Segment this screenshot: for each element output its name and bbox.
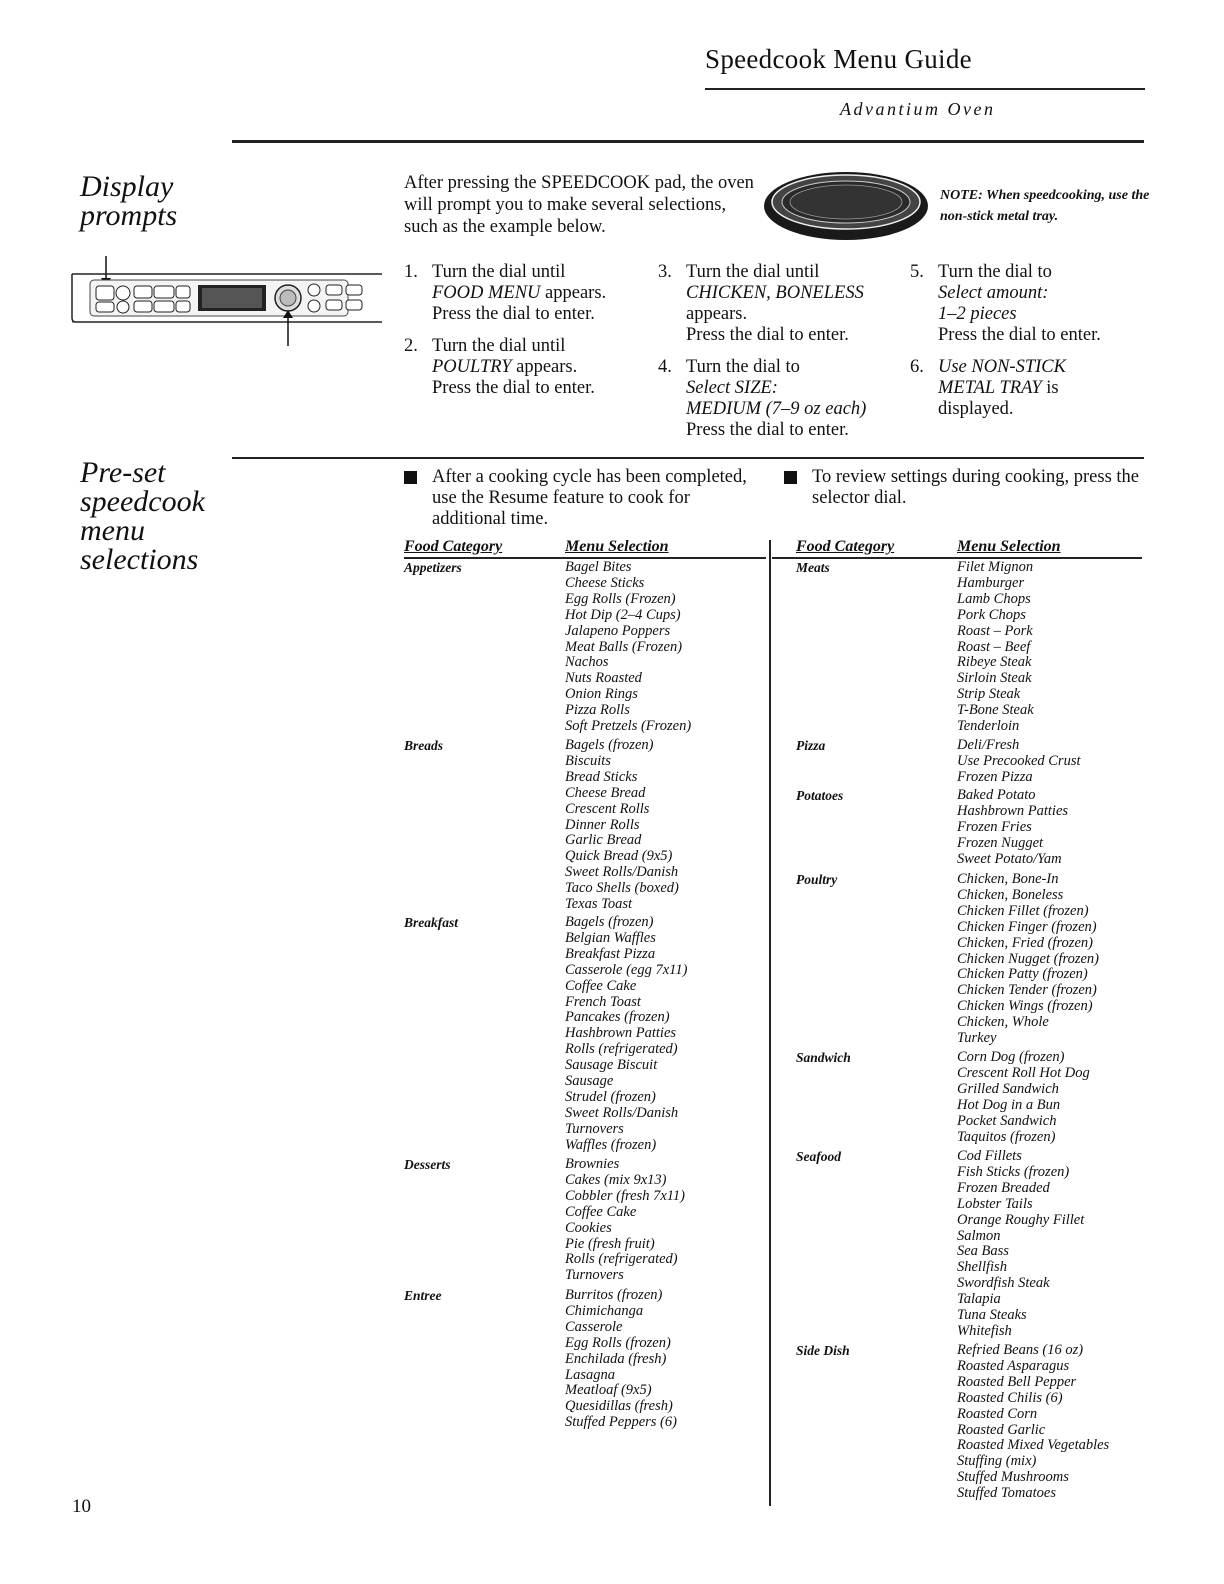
menu-item: Sweet Rolls/Danish bbox=[565, 1104, 679, 1121]
bullet-text: After a cooking cycle has been completed, use the Resume feature to cook for additional time. bbox=[432, 467, 747, 529]
step-emphasis: CHICKEN, BONELESS bbox=[686, 283, 864, 303]
menu-item: Deli/Fresh bbox=[957, 737, 1020, 753]
menu-item: Talapia bbox=[957, 1291, 1001, 1308]
menu-item: Hot Dog in a Bun bbox=[957, 1096, 1061, 1113]
category-appetizers: Appetizers bbox=[404, 560, 462, 575]
step-emphasis: METAL TRAY bbox=[938, 378, 1042, 398]
menu-item: Cheese Bread bbox=[565, 784, 646, 801]
menu-item: Bagels (frozen) bbox=[565, 737, 654, 753]
heading-line: selections bbox=[80, 543, 199, 576]
menu-item: Pork Chops bbox=[957, 606, 1026, 623]
title-rule bbox=[705, 88, 1145, 90]
step-emphasis: Select SIZE: bbox=[686, 378, 778, 398]
menu-item: Biscuits bbox=[565, 752, 611, 769]
menu-item: Pie (fresh fruit) bbox=[565, 1235, 655, 1252]
step-line: appears. bbox=[686, 304, 748, 324]
menu-item: Roasted Chilis (6) bbox=[957, 1389, 1063, 1406]
menu-item: Chicken Tender (frozen) bbox=[957, 982, 1097, 999]
items-seafood bbox=[957, 1149, 1084, 1340]
menu-item: Shellfish bbox=[957, 1259, 1007, 1276]
menu-item: Hashbrown Patties bbox=[957, 802, 1069, 819]
col-header-food-left: Food Category bbox=[404, 538, 503, 555]
menu-item: Chicken Nugget (frozen) bbox=[957, 950, 1100, 967]
step-number: 4. bbox=[658, 357, 672, 377]
page-title: Speedcook Menu Guide bbox=[705, 44, 972, 74]
menu-item: Ribeye Steak bbox=[957, 654, 1032, 671]
menu-item: Refried Beans (16 oz) bbox=[957, 1342, 1084, 1358]
step-6 bbox=[910, 357, 1160, 427]
menu-item: Strip Steak bbox=[957, 686, 1021, 703]
items-poultry bbox=[957, 872, 1099, 1047]
menu-item: Lobster Tails bbox=[957, 1195, 1033, 1212]
category-breads: Breads bbox=[404, 738, 444, 753]
step-3 bbox=[658, 262, 908, 352]
note-text: NOTE: When speedcooking, use the non-stick metal tray. bbox=[940, 188, 1150, 224]
category-poultry: Poultry bbox=[796, 872, 838, 887]
step-1 bbox=[404, 262, 654, 332]
category-meats: Meats bbox=[796, 560, 830, 575]
menu-item: Cookies bbox=[565, 1219, 612, 1236]
menu-item: Egg Rolls (Frozen) bbox=[565, 590, 676, 607]
menu-item: Lasagna bbox=[565, 1366, 615, 1383]
menu-item: Chicken, Whole bbox=[957, 1014, 1049, 1031]
category-pizza: Pizza bbox=[796, 738, 826, 753]
menu-item: Chimichanga bbox=[565, 1302, 644, 1319]
bullet-text: To review settings during cooking, press the selector dial. bbox=[812, 467, 1140, 508]
step-number: 1. bbox=[404, 262, 418, 282]
menu-item: Frozen Pizza bbox=[957, 768, 1033, 785]
step-emphasis: FOOD MENU bbox=[432, 283, 541, 303]
step-emphasis: 1–2 pieces bbox=[938, 304, 1017, 324]
review-bullet bbox=[784, 467, 1144, 511]
col-header-food-right: Food Category bbox=[796, 538, 895, 555]
menu-item: Hamburger bbox=[957, 574, 1025, 591]
step-number: 6. bbox=[910, 357, 924, 377]
menu-item: Bagels (frozen) bbox=[565, 914, 654, 930]
step-line: Press the dial to enter. bbox=[432, 304, 595, 324]
menu-item: Dinner Rolls bbox=[565, 816, 640, 833]
menu-item: Swordfish Steak bbox=[957, 1275, 1050, 1292]
items-side-dish bbox=[957, 1343, 1109, 1502]
menu-item: Pocket Sandwich bbox=[957, 1112, 1057, 1129]
menu-item: Coffee Cake bbox=[565, 1203, 637, 1220]
step-line: Turn the dial to bbox=[686, 357, 800, 377]
items-entree bbox=[565, 1288, 677, 1431]
category-seafood: Seafood bbox=[796, 1149, 841, 1164]
menu-item: Belgian Waffles bbox=[565, 929, 656, 946]
menu-item: Hot Dip (2–4 Cups) bbox=[565, 606, 681, 623]
menu-item: Chicken Wings (frozen) bbox=[957, 998, 1093, 1015]
control-panel-illustration bbox=[70, 252, 386, 348]
menu-item: Chicken Fillet (frozen) bbox=[957, 902, 1089, 919]
step-line: appears. bbox=[540, 283, 607, 303]
menu-item: Crescent Rolls bbox=[565, 800, 650, 817]
step-line: Turn the dial until bbox=[432, 336, 566, 356]
menu-item: Chicken Patty (frozen) bbox=[957, 966, 1088, 983]
menu-item: Stuffing (mix) bbox=[957, 1453, 1037, 1470]
category-desserts: Desserts bbox=[404, 1157, 451, 1172]
step-line: displayed. bbox=[938, 399, 1014, 419]
heading-line: speedcook bbox=[80, 485, 205, 518]
menu-item: Quick Bread (9x5) bbox=[565, 848, 673, 865]
step-emphasis: Select amount: bbox=[938, 283, 1049, 303]
category-side-dish: Side Dish bbox=[796, 1343, 850, 1358]
menu-item: Filet Mignon bbox=[957, 559, 1034, 575]
menu-item: Chicken, Boneless bbox=[957, 886, 1064, 903]
menu-item: Tenderloin bbox=[957, 718, 1020, 735]
step-2 bbox=[404, 336, 654, 406]
menu-item: Roasted Mixed Vegetables bbox=[957, 1437, 1110, 1454]
menu-item: Roasted Garlic bbox=[957, 1421, 1046, 1438]
menu-item: Lamb Chops bbox=[957, 590, 1031, 607]
menu-item: Turnovers bbox=[565, 1120, 624, 1137]
preset-heading bbox=[80, 458, 205, 574]
menu-item: Cheese Sticks bbox=[565, 574, 645, 591]
menu-item: Pancakes (frozen) bbox=[565, 1009, 670, 1026]
menu-item: Casserole bbox=[565, 1318, 623, 1335]
step-line: Turn the dial until bbox=[432, 262, 566, 282]
step-5 bbox=[910, 262, 1160, 352]
items-appetizers bbox=[565, 560, 691, 735]
menu-item: Soft Pretzels (Frozen) bbox=[565, 718, 692, 735]
menu-item: Pizza Rolls bbox=[565, 702, 630, 719]
menu-item: Burritos (frozen) bbox=[565, 1287, 663, 1303]
col-header-menu-left: Menu Selection bbox=[565, 538, 669, 555]
menu-item: Cobbler (fresh 7x11) bbox=[565, 1187, 686, 1204]
heading-line: Pre-set bbox=[80, 456, 166, 489]
menu-item: Sausage Biscuit bbox=[565, 1057, 658, 1074]
menu-item: Quesidillas (fresh) bbox=[565, 1398, 673, 1415]
menu-item: Onion Rings bbox=[565, 686, 638, 703]
step-line: Press the dial to enter. bbox=[686, 420, 849, 440]
menu-item: Waffles (frozen) bbox=[565, 1136, 657, 1153]
menu-item: Rolls (refrigerated) bbox=[565, 1041, 678, 1058]
menu-item: Roast – Pork bbox=[957, 622, 1033, 639]
intro-text: After pressing the SPEEDCOOK pad, the oven will prompt you to make several selections, such as the example below. bbox=[404, 173, 754, 237]
menu-item: Whitefish bbox=[957, 1322, 1012, 1339]
step-4 bbox=[658, 357, 908, 447]
menu-item: Sirloin Steak bbox=[957, 670, 1032, 687]
menu-item: Jalapeno Poppers bbox=[565, 622, 671, 639]
menu-item: Roast – Beef bbox=[957, 638, 1031, 655]
menu-item: Coffee Cake bbox=[565, 977, 637, 994]
menu-item: Cod Fillets bbox=[957, 1148, 1022, 1164]
menu-item: Frozen Nugget bbox=[957, 834, 1044, 851]
menu-item: Roasted Asparagus bbox=[957, 1357, 1070, 1374]
menu-item: Crescent Roll Hot Dog bbox=[957, 1064, 1090, 1081]
menu-item: Stuffed Peppers (6) bbox=[565, 1414, 677, 1431]
menu-item: Egg Rolls (frozen) bbox=[565, 1334, 671, 1351]
section-divider bbox=[232, 457, 1144, 459]
menu-item: T-Bone Steak bbox=[957, 702, 1034, 719]
menu-item: Bread Sticks bbox=[565, 768, 638, 785]
menu-item: Grilled Sandwich bbox=[957, 1080, 1059, 1097]
menu-item: Sweet Potato/Yam bbox=[957, 850, 1062, 867]
menu-item: Sausage bbox=[565, 1073, 614, 1090]
menu-item: Frozen Fries bbox=[957, 818, 1032, 835]
menu-item: Roasted Bell Pepper bbox=[957, 1373, 1077, 1390]
menu-item: Stuffed Tomatoes bbox=[957, 1485, 1056, 1502]
menu-item: Turnovers bbox=[565, 1267, 624, 1284]
items-breakfast bbox=[565, 915, 687, 1154]
menu-item: Tuna Steaks bbox=[957, 1307, 1027, 1324]
step-number: 5. bbox=[910, 262, 924, 282]
resume-bullet bbox=[404, 467, 764, 533]
menu-item: French Toast bbox=[565, 993, 641, 1010]
display-prompts-heading bbox=[80, 172, 177, 230]
step-line: Press the dial to enter. bbox=[938, 325, 1101, 345]
step-number: 3. bbox=[658, 262, 672, 282]
category-breakfast: Breakfast bbox=[404, 915, 458, 930]
menu-item: Sea Bass bbox=[957, 1243, 1009, 1260]
menu-item: Chicken, Fried (frozen) bbox=[957, 934, 1093, 951]
menu-item: Corn Dog (frozen) bbox=[957, 1049, 1065, 1065]
category-entree: Entree bbox=[404, 1288, 442, 1303]
step-emphasis: POULTRY bbox=[432, 357, 512, 377]
menu-item: Chicken Finger (frozen) bbox=[957, 918, 1097, 935]
page-number: 10 bbox=[72, 1496, 91, 1517]
menu-item: Hashbrown Patties bbox=[565, 1025, 677, 1042]
category-potatoes: Potatoes bbox=[796, 788, 844, 803]
menu-item: Bagel Bites bbox=[565, 559, 632, 575]
menu-item: Taquitos (frozen) bbox=[957, 1128, 1056, 1145]
step-emphasis: Use NON-STICK bbox=[938, 357, 1066, 377]
step-number: 2. bbox=[404, 336, 418, 356]
menu-item: Chicken, Bone-In bbox=[957, 871, 1059, 887]
menu-item: Strudel (frozen) bbox=[565, 1088, 656, 1105]
menu-item: Baked Potato bbox=[957, 787, 1036, 803]
step-line: Turn the dial until bbox=[686, 262, 820, 282]
page-subtitle: Advantium Oven bbox=[840, 99, 996, 119]
menu-item: Roasted Corn bbox=[957, 1405, 1038, 1422]
menu-item: Texas Toast bbox=[565, 896, 633, 913]
menu-item: Stuffed Mushrooms bbox=[957, 1469, 1069, 1486]
items-sandwich bbox=[957, 1050, 1090, 1145]
column-divider bbox=[769, 540, 771, 1506]
step-line: Press the dial to enter. bbox=[432, 378, 595, 398]
menu-item: Nachos bbox=[565, 654, 609, 671]
menu-item: Nuts Roasted bbox=[565, 670, 642, 687]
menu-item: Frozen Breaded bbox=[957, 1179, 1050, 1196]
items-breads bbox=[565, 738, 679, 913]
items-pizza bbox=[957, 738, 1081, 786]
step-line: Turn the dial to bbox=[938, 262, 1052, 282]
col-header-menu-right: Menu Selection bbox=[957, 538, 1061, 555]
menu-item: Garlic Bread bbox=[565, 832, 642, 849]
menu-item: Enchilada (fresh) bbox=[565, 1350, 667, 1367]
menu-item: Meat Balls (Frozen) bbox=[565, 638, 683, 655]
menu-item: Taco Shells (boxed) bbox=[565, 880, 679, 897]
heading-line: prompts bbox=[80, 199, 178, 232]
menu-item: Use Precooked Crust bbox=[957, 752, 1081, 769]
menu-item: Fish Sticks (frozen) bbox=[957, 1163, 1070, 1180]
menu-item: Brownies bbox=[565, 1156, 620, 1172]
bullet-square-icon bbox=[784, 471, 797, 484]
step-emphasis: MEDIUM (7–9 oz each) bbox=[686, 399, 867, 419]
heading-line: Display bbox=[80, 170, 174, 203]
items-potatoes bbox=[957, 788, 1068, 868]
menu-item: Cakes (mix 9x13) bbox=[565, 1171, 667, 1188]
step-line: Press the dial to enter. bbox=[686, 325, 849, 345]
menu-item: Salmon bbox=[957, 1227, 1001, 1244]
menu-item: Turkey bbox=[957, 1030, 997, 1047]
menu-item: Breakfast Pizza bbox=[565, 945, 656, 962]
items-meats bbox=[957, 560, 1034, 735]
menu-item: Casserole (egg 7x11) bbox=[565, 961, 688, 978]
menu-item: Sweet Rolls/Danish bbox=[565, 864, 679, 881]
menu-item: Meatloaf (9x5) bbox=[565, 1382, 652, 1399]
menu-item: Orange Roughy Fillet bbox=[957, 1211, 1085, 1228]
bullet-square-icon bbox=[404, 471, 417, 484]
heading-line: menu bbox=[80, 514, 145, 547]
category-sandwich: Sandwich bbox=[796, 1050, 851, 1065]
step-line: is bbox=[1041, 378, 1059, 398]
menu-item: Rolls (refrigerated) bbox=[565, 1251, 678, 1268]
section-divider bbox=[232, 140, 1144, 143]
items-desserts bbox=[565, 1157, 685, 1284]
step-line: appears. bbox=[511, 357, 578, 377]
metal-tray-illustration bbox=[760, 168, 932, 244]
